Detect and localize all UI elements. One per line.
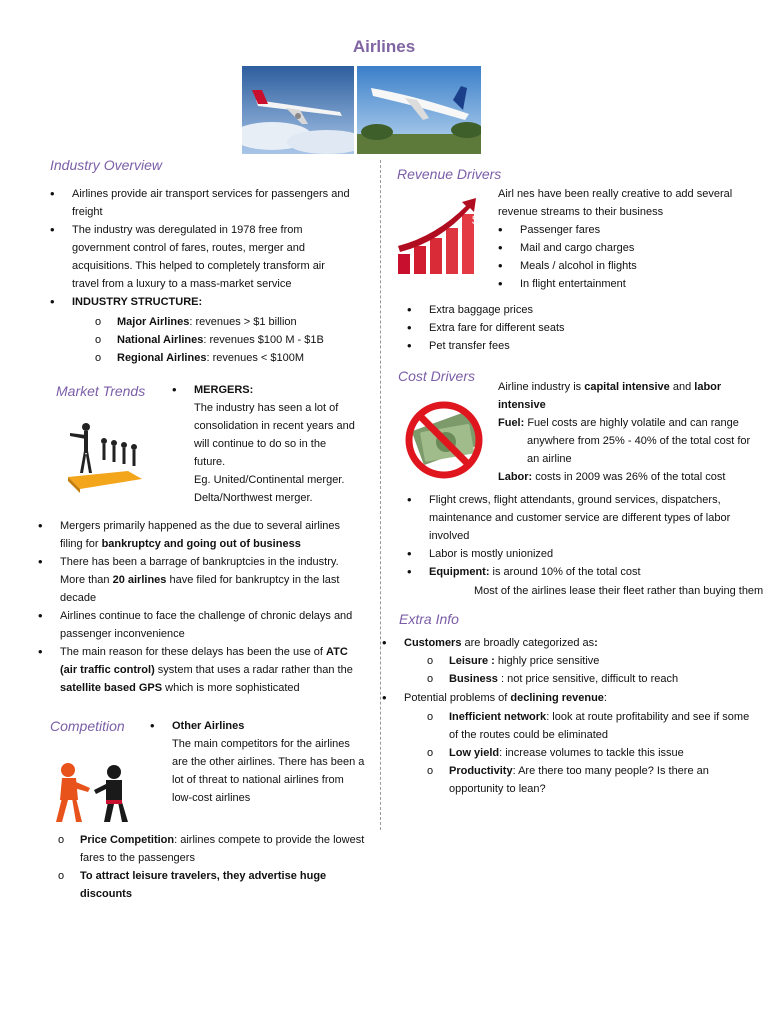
fuel-cost-text: Fuel: Fuel costs are highly volatile and can range anywhere from 25% - 40% of the total cost for an airline xyxy=(498,417,751,465)
revenue-list-right xyxy=(520,221,760,293)
revenue-list-left xyxy=(429,301,749,355)
mergers-list xyxy=(194,381,359,399)
list-item: o Business : not price sensitive, difficult to reach xyxy=(449,670,759,688)
no-money-icon xyxy=(402,400,486,480)
list-item: • Mergers primarily happened as the due to several airlines filing for bankruptcy and going out of business xyxy=(60,517,365,553)
equipment-sub-clip xyxy=(474,582,764,606)
page-title: Airlines xyxy=(352,37,416,56)
list-item: o National Airlines: revenues $100 M - $1B xyxy=(117,331,357,349)
list-item: • Flight crews, flight attendants, ground services, dispatchers, maintenance and customer service are different types of labor involved xyxy=(429,491,759,545)
extra-info-heading: Extra Info xyxy=(399,611,459,627)
market-trends-heading: Market Trends xyxy=(56,383,146,399)
list-item: • INDUSTRY STRUCTURE: xyxy=(72,293,352,311)
list-item: • Extra fare for different seats xyxy=(429,319,749,337)
red-bar-chart-dollar-icon xyxy=(396,196,492,276)
list-item: • Customers are broadly categorized as: xyxy=(404,634,759,652)
cost-intro: Airline industry is capital intensive and labor intensive xyxy=(498,381,722,411)
list-item: • Equipment: is around 10% of the total cost xyxy=(429,563,759,581)
list-item: o To attract leisure travelers, they advertise huge discounts xyxy=(80,867,365,903)
competition-heading: Competition xyxy=(50,718,125,734)
equipment-sub-list xyxy=(474,582,764,600)
list-item: • The industry was deregulated in 1978 free from government control of fares, routes, merger and acquisitions. This helped to completely transform air travel from a luxury to a mass-market service xyxy=(72,221,352,293)
list-item: o Productivity: Are there too many people? Is there an opportunity to lean? xyxy=(449,762,759,798)
list-item: • Pet transfer fees xyxy=(429,337,749,355)
industry-overview-list xyxy=(72,185,352,311)
list-item: o Price Competition: airlines compete to provide the lowest fares to the passengers xyxy=(80,831,365,867)
svg-text:$: $ xyxy=(472,213,479,227)
list-item: • Airlines provide air transport services for passengers and freight xyxy=(72,185,352,221)
revenue-drivers-heading: Revenue Drivers xyxy=(397,166,502,182)
list-item: o Inefficient network: look at route profitability and see if some of the routes could be eliminated xyxy=(449,708,759,744)
list-item: • Passenger fares xyxy=(520,221,760,239)
airplane-photo-1 xyxy=(242,66,354,154)
industry-structure-list xyxy=(117,313,357,367)
list-item: • In flight entertainment xyxy=(520,275,760,293)
list-item: o Most of the airlines lease their fleet rather than buying them xyxy=(474,582,764,600)
list-item: • Meals / alcohol in flights xyxy=(520,257,760,275)
list-item: • There has been a barrage of bankruptcies in the industry. More than 20 airlines have filed for bankruptcy in the last decade xyxy=(60,553,365,607)
competition-text: The main competitors for the airlines are the other airlines. There has been a lot of threat to national airlines from low-cost airlines xyxy=(172,738,365,804)
airplane-photo-2 xyxy=(357,66,481,154)
list-item: • Airlines continue to face the challenge of chronic delays and passenger inconvenience xyxy=(60,607,365,643)
revenue-intro: Airl nes have been really creative to add several revenue streams to their business xyxy=(498,188,733,218)
extra-info-list xyxy=(404,634,759,652)
industry-overview-heading: Industry Overview xyxy=(50,157,163,173)
column-divider xyxy=(380,160,381,830)
labor-cost-text: Labor: costs in 2009 was 26% of the total cost xyxy=(498,471,726,483)
leader-figure-icon xyxy=(58,415,148,495)
list-item: • Other Airlines xyxy=(172,717,367,735)
list-item: • MERGERS: xyxy=(194,381,359,399)
list-item: o Regional Airlines: revenues < $100M xyxy=(117,349,357,367)
list-item: • Mail and cargo charges xyxy=(520,239,760,257)
competition-sub-list xyxy=(80,831,365,903)
problems-sub-list xyxy=(449,708,759,798)
list-item: • Potential problems of declining revenue: xyxy=(404,689,759,707)
list-item: o Low yield: increase volumes to tackle this issue xyxy=(449,744,759,762)
customers-sub-list xyxy=(449,652,759,688)
list-item: o Major Airlines: revenues > $1 billion xyxy=(117,313,357,331)
revenue-problems-list xyxy=(404,689,759,707)
competing-figures-icon xyxy=(50,762,132,828)
list-item: • The main reason for these delays has been the use of ATC (air traffic control) system that uses a radar rather than the satellite based GPS which is more sophisticated xyxy=(60,643,365,697)
cost-drivers-list xyxy=(429,491,759,581)
mergers-text: The industry has seen a lot of consolidation in recent years and will continue to do so in the future. Eg. United/Continental merger. Delta/Northwest merger. xyxy=(194,402,355,504)
market-trends-list xyxy=(60,517,365,697)
list-item: • Extra baggage prices xyxy=(429,301,749,319)
list-item: • Labor is mostly unionized xyxy=(429,545,759,563)
cost-drivers-heading: Cost Drivers xyxy=(398,368,476,384)
list-item: o Leisure : highly price sensitive xyxy=(449,652,759,670)
competition-list xyxy=(172,717,367,735)
